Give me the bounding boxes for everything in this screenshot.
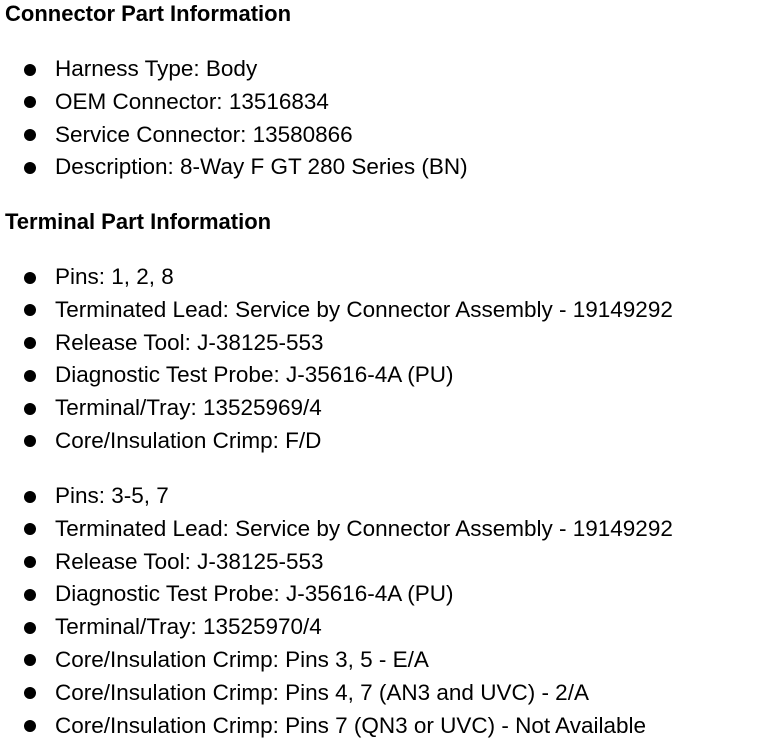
bullet-icon: [24, 96, 36, 108]
list-item-text: Pins: 3-5, 7: [55, 483, 169, 508]
bullet-icon: [24, 622, 36, 634]
bullet-icon: [24, 654, 36, 666]
terminal-part-information-heading: Terminal Part Information: [5, 209, 272, 234]
bullet-icon: [24, 589, 36, 601]
bullet-icon: [24, 272, 36, 284]
list-item-text: Diagnostic Test Probe: J-35616-4A (PU): [55, 581, 454, 607]
bullet-icon: [24, 370, 36, 382]
list-item-text: Description: 8-Way F GT 280 Series (BN): [55, 154, 468, 180]
list-item-text: Terminated Lead: Service by Connector Assembly - 19149292: [55, 296, 673, 322]
bullet-icon: [24, 337, 36, 349]
bullet-icon: [24, 720, 36, 732]
list-item-text: Core/Insulation Crimp: Pins 4, 7 (AN3 and UVC) - 2/A: [55, 679, 589, 705]
connector-part-information-heading: Connector Part Information: [5, 1, 292, 26]
list-item-text: Pins: 1, 2, 8: [55, 264, 174, 289]
bullet-icon: [24, 162, 36, 174]
list-item-text: Service Connector: 13580866: [55, 121, 353, 147]
list-item-text: Terminated Lead: Service by Connector Assembly - 19149292: [55, 515, 673, 541]
bullet-icon: [24, 556, 36, 568]
list-item-text: Core/Insulation Crimp: F/D: [55, 427, 322, 453]
list-item-text: Release Tool: J-38125-553: [55, 548, 324, 574]
bullet-icon: [24, 435, 36, 447]
list-item-text: OEM Connector: 13516834: [55, 88, 329, 114]
bullet-icon: [24, 403, 36, 415]
list-item-text: Harness Type: Body: [55, 56, 258, 81]
bullet-icon: [24, 129, 36, 141]
bullet-icon: [24, 64, 36, 76]
bullet-icon: [24, 687, 36, 699]
bullet-icon: [24, 491, 36, 503]
list-item-text: Release Tool: J-38125-553: [55, 329, 324, 355]
bullet-icon: [24, 523, 36, 535]
list-item-text: Terminal/Tray: 13525969/4: [55, 395, 322, 421]
bullet-icon: [24, 304, 36, 316]
list-item-text: Core/Insulation Crimp: Pins 7 (QN3 or UVC) - Not Available: [55, 712, 647, 738]
list-item-text: Diagnostic Test Probe: J-35616-4A (PU): [55, 362, 454, 388]
list-item-text: Terminal/Tray: 13525970/4: [55, 614, 322, 640]
list-item-text: Core/Insulation Crimp: Pins 3, 5 - E/A: [55, 646, 429, 672]
